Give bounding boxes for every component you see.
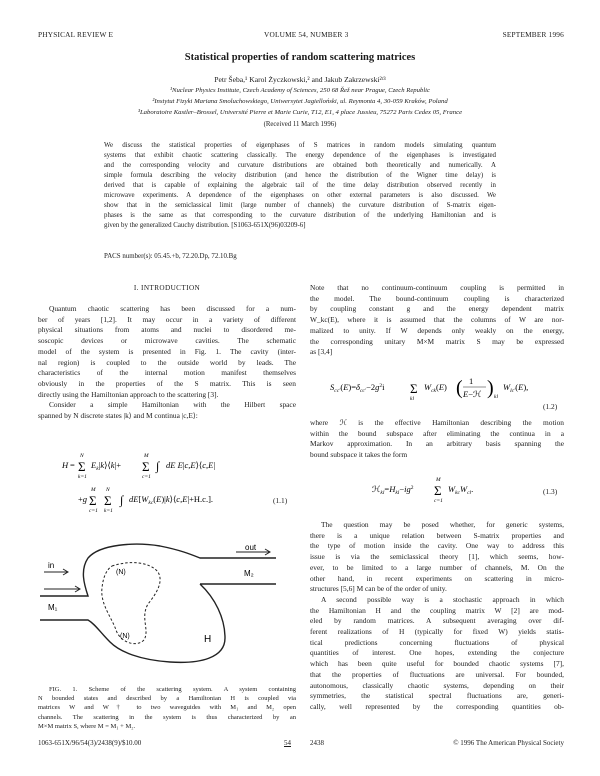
body-line: issue is via the semiclassical theory [1], which seems, how- — [310, 552, 564, 562]
label-h: H — [204, 634, 212, 645]
body-line: W_kc(E), where it is assumed that the columns of W are nor- — [310, 315, 564, 325]
caption-line: FIG. 1. Scheme of the scattering system. A system containing — [49, 686, 296, 693]
equation-number-1-1: (1.1) — [273, 496, 288, 505]
abstract — [104, 141, 496, 231]
abstract-line: derived that is capable of explaining the algebraic tail of the time delay distribution observed recently in — [104, 182, 496, 189]
volume-number: VOLUME 54, NUMBER 3 — [264, 30, 349, 39]
label-n-top: (N) — [116, 569, 126, 576]
affiliation-2: ²Instytut Fizyki Mariana Smoluchowskiego, Uniwersytet Jagielloński, ul. Reymonta 4, 30-059 Kraków, Poland — [152, 98, 448, 105]
body-line: tical predictions concerning fluctuations of physical — [310, 637, 564, 647]
abstract-line: and the corresponding velocity and curvature distributions are obtained both theoretically and numerically. A — [104, 162, 496, 169]
section-heading: I. INTRODUCTION — [133, 284, 201, 292]
body-line: eled by random matrices. A subsequent averaging over dif- — [310, 616, 564, 626]
abstract-line: systems that exhibit chaotic scattering classically. The energy dependence of the eigenphases is investigated — [104, 152, 496, 159]
body-line: ferent realizations of H (typically for fixed W) yields statis- — [310, 627, 564, 637]
affiliation-3: ³Laboratoire Kastler–Brossel, Université Pierre et Marie Curie, T12, E1, 4 place Jussieu, 75272 Paris Cedex 05, France — [137, 109, 463, 116]
svg-text:Σ: Σ — [78, 459, 86, 474]
body-line: Note that no continuum-continuum coupling is permitted in — [310, 283, 564, 292]
body-line: cally, well represented by the corresponding quantities ob- — [310, 701, 564, 711]
caption-line: matrices W and W† to two waveguides with M₁ and M₂ open — [38, 704, 296, 712]
body-line: ber of years [1,2]. It may occur in a variety of different — [38, 314, 296, 324]
label-in-lower: in — [48, 596, 54, 603]
svg-text:1: 1 — [469, 376, 474, 386]
body-line: physical situations from atoms and nuclei to disordered me- — [38, 325, 296, 335]
body-line: the Hamiltonian H and the coupling matrix W [2] are mod- — [310, 605, 564, 615]
svg-text:Σ: Σ — [410, 381, 418, 396]
scattering-diagram — [40, 538, 278, 666]
journal-name: PHYSICAL REVIEW E — [38, 30, 114, 39]
body-line: model of the system is presented in Fig. 1. The cavity (inter- — [38, 346, 296, 356]
svg-text:c=1: c=1 — [434, 498, 443, 504]
body-line: malized to unity. If W depends only weakly on the energy, — [310, 325, 564, 335]
svg-text:ℋkl=Hkl−ig2: $ℋ_{kl}=H_{kl}-ig^2$ — [372, 484, 414, 496]
equation-1-3 — [372, 474, 512, 510]
body-line: soscopic devices or microwave cavities. The schematic — [38, 336, 296, 346]
svg-text:H: H — [62, 460, 69, 470]
svg-text:∫: ∫ — [120, 493, 124, 507]
caption-line: M×M matrix S, where M = M₁ + M₂. — [38, 722, 136, 730]
svg-text:Σ: Σ — [104, 493, 112, 508]
body-line: autonomous, classically chaotic systems, depending on their — [310, 680, 564, 690]
copyright-notice: © 1996 The American Physical Society — [453, 739, 564, 747]
svg-text:N: N — [80, 453, 84, 459]
svg-text:N: N — [106, 487, 110, 493]
body-line: symmetries, the statistical spectral fluctuations are, generi- — [310, 691, 564, 701]
label-m2: M₂ — [244, 569, 254, 578]
body-line: within the bound subspace after eliminating the continua in a — [310, 428, 564, 438]
cavity-outline — [40, 544, 276, 662]
body-line: structures [5,6] M can be of the order of unity. — [310, 584, 447, 594]
body-line: by coupling constant g and the energy dependent matrix — [310, 304, 564, 314]
svg-text:Wck(E): $W_{ck}(E)$ — [424, 382, 447, 394]
pacs-numbers: PACS number(s): 05.45.+b, 72.20.Dp, 72.10.Bg — [104, 253, 237, 260]
left-column-intro — [38, 304, 296, 422]
svg-text:c=1: c=1 — [142, 474, 151, 480]
svg-text:Wlc′(E),: $W_{lc'}(E)$, — [503, 382, 529, 394]
svg-text:c=1: c=1 — [89, 508, 98, 514]
equation-1-1-line-2 — [78, 482, 278, 524]
body-line: the corresponding unitary M×M matrix S may be expressed — [310, 336, 564, 346]
body-line: bound subspace it takes the form — [310, 450, 408, 460]
svg-text:Σ: Σ — [434, 483, 442, 498]
caption-line: channels. The scattering in the system is thus characterized by an — [38, 713, 296, 721]
label-in-upper: in — [48, 561, 55, 570]
body-line: where ℋ is the effective Hamiltonian describing the motion — [310, 418, 564, 427]
body-line: Quantum chaotic scattering has been discussed for a num- — [49, 304, 296, 313]
body-line: A second possible way is a stochastic approach in which — [321, 594, 564, 604]
body-line: as [3,4] — [310, 347, 333, 357]
page-number: 2438 — [310, 739, 324, 747]
body-line: which has been quite useful for bounded chaotic systems [7], — [310, 659, 564, 669]
abstract-line: microwave experiments. A dependence of the eigenphases on other external parameters is also discussed. We — [104, 192, 496, 199]
body-line: The question may be posed whether, for generic systems, — [321, 520, 564, 529]
body-line: other hand, in recent experiments on scattering in micro- — [310, 573, 564, 583]
svg-text:Ek|k⟩⟨k|+: $E_k|k⟩⟨k|+$ — [91, 460, 122, 472]
body-line: nal region) is coupled to the outside world by leads. The — [38, 357, 296, 367]
body-line: there is a unique relation between S-matrix properties and — [310, 530, 564, 540]
right-column-para-2 — [310, 418, 564, 461]
svg-text:dE[Wkc(E)|k⟩⟨c,E|+H.c.].: $dE[W_{kc}(E)|k⟩⟨c,E|+H.c.]$. — [129, 494, 214, 506]
svg-text:Scc′(E)=δcc′−2g2i: $S_{cc'}(E)=\delta_{cc'}-2g^2i$ — [330, 382, 385, 394]
body-line: ever, to be limited to a large number of channels, M. On the — [310, 562, 564, 572]
svg-text:WkcWcl.: $W_{kc}W_{cl}$. — [448, 484, 474, 496]
svg-text:(: ( — [456, 377, 463, 399]
svg-text:M: M — [91, 487, 96, 493]
svg-text:kl: kl — [410, 396, 414, 402]
page-footer — [38, 739, 564, 751]
svg-text:kl: kl — [494, 394, 498, 400]
svg-text:M: M — [144, 453, 149, 459]
equation-number-1-2: (1.2) — [543, 402, 558, 411]
issue-date: SEPTEMBER 1996 — [502, 30, 564, 39]
body-line: the type of motion inside the cavity. One way to address this — [310, 541, 564, 551]
svg-text:Σ: Σ — [142, 459, 150, 474]
running-head — [38, 30, 564, 42]
body-line: the model. The bound-continuum coupling is characterized — [310, 293, 564, 303]
svg-text:): ) — [487, 377, 494, 399]
affiliation-1: ¹Nuclear Physics Institute, Czech Academy of Sciences, 250 68 Řež near Prague, Czech Republic — [169, 87, 431, 94]
received-date: (Received 11 March 1996) — [263, 121, 337, 128]
svg-text:Σ: Σ — [89, 493, 97, 508]
svg-text:+g: +g — [78, 494, 88, 504]
body-line: that the properties of fluctuations are universal. For bounded, — [310, 669, 564, 679]
figure-1-caption — [38, 685, 296, 731]
abstract-line: We discuss the statistical properties of eigenphases of S matrices in random models simulating quantum — [104, 142, 496, 149]
paper-title: Statistical properties of random scattering matrices — [184, 52, 416, 63]
issn-code: 1063-651X/96/54(3)/2438(9)/$10.00 — [38, 739, 142, 747]
author-list: Petr Šeba,¹ Karol Życzkowski,² and Jakub Zakrzewski²ʳ³ — [214, 75, 386, 84]
volume-page-mark: 54 — [284, 739, 291, 747]
body-line: spanned by N discrete states |k⟩ and M continua |c,E⟩: — [38, 411, 198, 421]
caption-line: N bounded states and described by a Hamiltonian H is coupled via — [38, 695, 296, 703]
body-line: Consider a simple Hamiltonian with the Hilbert space — [49, 400, 296, 410]
label-n-bottom: (N) — [120, 633, 130, 640]
internal-region — [102, 563, 160, 644]
equation-1-2 — [330, 370, 540, 408]
right-column-para-3 — [310, 520, 564, 713]
svg-text:k=1: k=1 — [104, 508, 113, 514]
svg-text:dE E|c,E⟩⟨c,E|: dE E|c,E⟩⟨c,E| — [166, 460, 216, 470]
svg-text:E−ℋ: E−ℋ — [463, 389, 482, 399]
svg-text:M: M — [436, 477, 441, 483]
body-line: Markov approximation. In an arbitrary basis spanning the — [310, 439, 564, 449]
body-line: characteristics of the internal motion manifest themselves — [38, 368, 296, 378]
body-line: quantities of interest. One hopes, extending the conjecture — [310, 648, 564, 658]
abstract-line: simple formula describing the velocity distribution (and hence the distribution of the Wigner time delay) is — [104, 172, 496, 179]
figure-1-scattering-scheme — [40, 538, 278, 666]
svg-text:=: = — [70, 460, 75, 470]
abstract-line: phases is the same as that corresponding to the curvature distribution of the underlying Hamiltonian and is — [104, 212, 496, 219]
equation-number-1-3: (1.3) — [543, 487, 558, 496]
body-line: directly using the Hamiltonian approach to the scattering [3]. — [38, 389, 219, 399]
svg-text:k=1: k=1 — [78, 474, 87, 480]
abstract-line: show that in the semiclassical limit (large number of channels) the curvature distribution of S-matrix eigen- — [104, 202, 496, 209]
svg-text:∫: ∫ — [156, 459, 160, 473]
body-line: obviously in the properties of the S matrix. This is seen — [38, 378, 296, 388]
label-out: out — [245, 543, 257, 552]
label-m1: M₁ — [48, 603, 58, 612]
abstract-line: given by the generalized Cauchy distribution. [S1063-651X(96)03209-6] — [104, 222, 306, 229]
right-column-para-1 — [310, 283, 564, 358]
